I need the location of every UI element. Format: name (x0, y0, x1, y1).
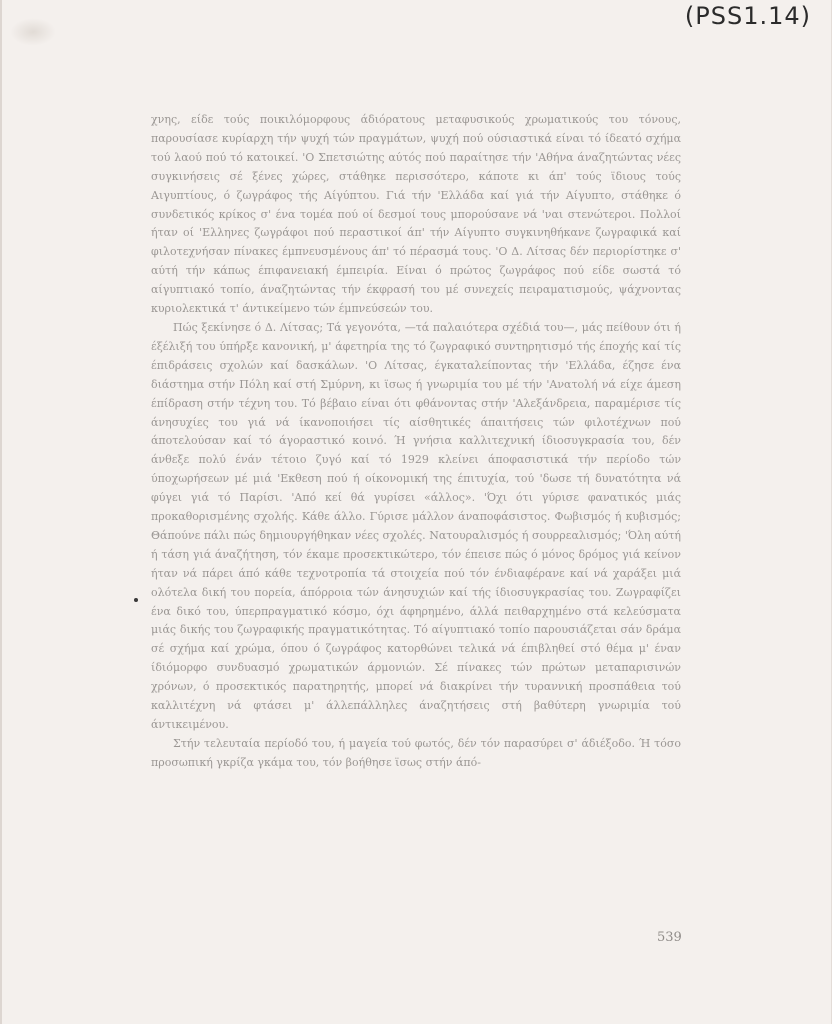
archive-number: (PSS1.14) (684, 2, 811, 30)
paragraph-3: Στήν τελευταία περίοδό του, ή μαγεία τού φωτός, δέν τόν παρασύρει σ' άδιέξοδο. Ή τόσο προσωπική γκρίζα γκάμα του, τόν βοήθησε ϊσως στήν άπό- (151, 736, 681, 769)
page-number: 539 (657, 930, 682, 945)
paper-smudge (10, 18, 56, 46)
article-body (151, 111, 681, 773)
paragraph-2: Πώς ξεκίνησε ό Δ. Λίτσας; Τά γεγονότα, —τά παλαιότερα σχέδιά του—, μάς πείθουν ότι ή έξέλιξή του ύπήρξε κανονική, μ' άφετηρία της τό ζωγραφικό συντηρητισμό τής έποχής καί τίς έπιδράσεις σχολών καί δασκάλων. 'Ο Λίτσας, έγκαταλείποντας τήν 'Ελλάδα, έζησε ένα διάστημα στήν Πόλη καί στή Σμύρνη, κι ϊσως ή γνωριμία του μέ τήν 'Ανατολή νά είχε άμεση έπίδραση στήν τέχνη του. Τό βέβαιο είναι ότι φθάνοντας στήν 'Αλεξάνδρεια, παραμέρισε τίς άνησυχίες του γιά νά ίκανοποιήσει τίς αίσθητικές άπαιτήσεις τών φιλοτέχνων πού άποτελούσαν καί τό άγοραστικό κοινό. Ή γνήσια καλλιτεχνική ίδιοσυγκρασία του, δέν άνθεξε πολύ ένάν τέτοιο ζυγό καί τό 1929 κλείνει άποφασιστικά τήν περίοδο τών ύποχωρήσεων μέ μιά 'Εκθεση πού ή οίκονομική της έπιτυχία, τού 'δωσε τή δυνατότητα νά φύγει γιά τό Παρίσι. 'Από κεί θά γυρίσει «άλλος». 'Όχι ότι γύρισε φανατικός μιάς προκαθορισμένης σχολής. Κάθε άλλο. Γύρισε μάλλον άναποφάσιστος. Φωβισμός ή κυβισμός; Θάπούνε πάλι πώς δημιουργήθηκαν νέες σχολές. Νατουραλισμός ή σουρρεαλισμός; 'Όλη αύτή ή τάση γιά άναζήτηση, τόν έκαμε προσεκτικώτερο, τόν έπεισε πώς ό μόνος δρόμος γιά κείνον ήταν νά πάρει άπό κάθε τεχνοτροπία τά στοιχεία πού τόν ένδιαφέρανε καί νά χαράξει μιά ολότελα δική του πορεία, άπόρροια τών άνησυχιών καί τής ίδιοσυγκρασίας του. Ζωγραφίζει ένα δικό του, ύπερπραγματικό κόσμο, όχι άφηρημένο, άλλά πειθαρχημένο στά κελεύσματα μιάς δικής του ζωγραφικής πραγματικότητας. Τό αίγυπτιακό τοπίο παρουσιάζεται σάν δράμα σέ σχήμα καί χρώμα, όπου ό ζωγράφος κατορθώνει τελικά νά έπιβληθεί στό θέμα μ' έναν ίδιόμορφο συνδυασμό χρωματικών άρμονιών. Σέ πίνακες τών πρώτων μεταπαρισινών χρόνων, ό προσεκτικός παρατηρητής, μπορεί νά διακρίνει τήν τυραννική προσπάθεια τού καλλιτέχνη νά φτάσει μ' άλλεπάλληλες άναζητήσεις στή βαθύτερη γνωριμία τού άντικειμένου. (151, 320, 681, 731)
paragraph-1: χνης, είδε τούς ποικιλόμορφους άδιόρατους μεταφυσικούς χρωματικούς του τόνους, παρουσίασε κυρίαρχη τήν ψυχή τών πραγμάτων, ψυχή πού ούσιαστικά είναι τό ίδεατό σχήμα τού λαού πού τό κατοικεί. 'Ο Σπετσιώτης αύτός πού παραίτησε τήν 'Αθήνα άναζητώντας νέες συγκινήσεις σέ ξένες χώρες, στάθηκε περισσότερο, κάποτε κι άπ' τούς ϊδιους τούς Αιγυπτίους, ό ζωγράφος τής Αίγύπτου. Γιά τήν 'Ελλάδα καί γιά τήν Αίγυπτο, στάθηκε ό συνδετικός κρίκος σ' ένα τομέα πού οί δεσμοί τους μπορούσανε νά 'ναι στενώτεροι. Πολλοί ήταν οί 'Ελληνες ζωγράφοι πού περαστικοί άπ' τήν Αίγυπτο συγκινηθήκανε ζωγραφικά καί φιλοτεχνήσαν πίνακες έμπνευσμένους άπ' τό πέρασμά τους. 'Ο Δ. Λίτσας δέν περιορίστηκε σ' αύτή τήν κάπως έπιφανειακή έμπειρία. Είναι ό πρώτος ζωγράφος πού είδε σωστά τό αίγυπτιακό τοπίο, άναζητώντας τήν έκφρασή του μέ συνεχείς πειραματισμούς, ψάχνοντας κυριολεκτικά τ' άντικείμενο τών έμπνεύσεών του. (151, 113, 681, 316)
ink-dot (134, 598, 138, 602)
